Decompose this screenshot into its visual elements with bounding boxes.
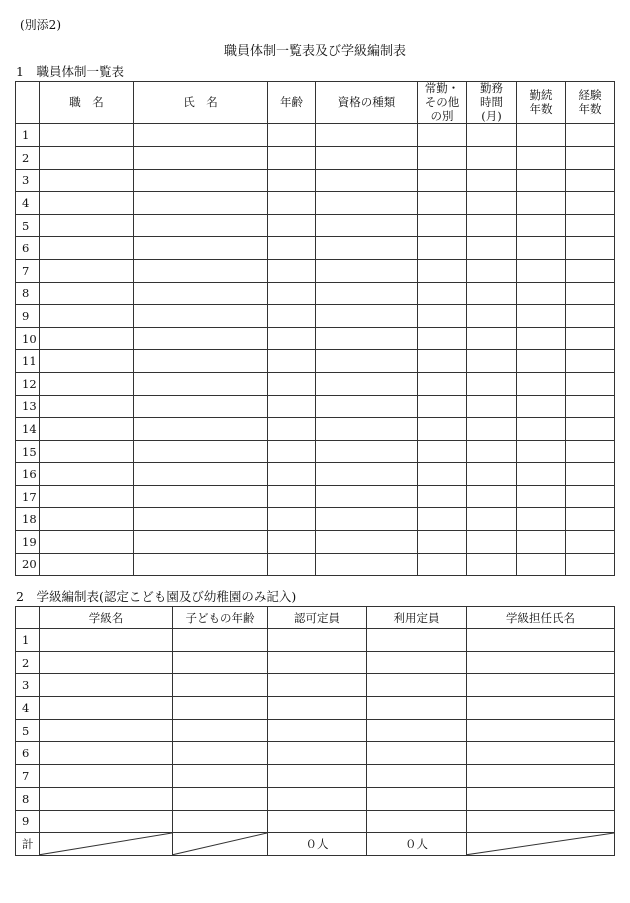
staff-entry-cell[interactable] [418, 508, 467, 531]
class-header-cell: 子どもの年齢 [173, 607, 268, 629]
staff-entry-cell[interactable] [566, 259, 615, 282]
staff-entry-cell[interactable] [566, 192, 615, 215]
class-table [15, 606, 615, 856]
class-entry-cell[interactable] [467, 697, 615, 720]
class-entry-cell[interactable] [40, 674, 173, 697]
class-entry-cell[interactable] [367, 697, 467, 720]
class-entry-cell[interactable] [268, 742, 367, 765]
row-number: 5 [16, 214, 40, 237]
class-entry-cell[interactable] [367, 674, 467, 697]
staff-entry-cell[interactable] [517, 124, 566, 147]
class-entry-cell[interactable] [367, 719, 467, 742]
staff-entry-cell[interactable] [316, 146, 418, 169]
staff-entry-cell[interactable] [467, 305, 517, 328]
staff-entry-cell[interactable] [316, 237, 418, 260]
class-row [16, 719, 615, 742]
staff-entry-cell[interactable] [268, 531, 316, 554]
staff-entry-cell[interactable] [418, 169, 467, 192]
staff-entry-cell[interactable] [418, 553, 467, 576]
class-row [16, 810, 615, 833]
class-entry-cell[interactable] [173, 742, 268, 765]
staff-entry-cell[interactable] [316, 214, 418, 237]
class-entry-cell[interactable] [467, 629, 615, 652]
staff-entry-cell[interactable] [134, 440, 268, 463]
staff-entry-cell[interactable] [467, 440, 517, 463]
staff-entry-cell[interactable] [467, 463, 517, 486]
section2-heading: 2 学級編制表(認定こども園及び幼稚園のみ記入) [16, 589, 297, 604]
staff-entry-cell[interactable] [134, 350, 268, 373]
staff-row [16, 418, 615, 441]
staff-entry-cell[interactable] [566, 327, 615, 350]
staff-entry-cell[interactable] [134, 508, 268, 531]
staff-entry-cell[interactable] [316, 169, 418, 192]
row-number: 7 [16, 765, 40, 788]
staff-entry-cell[interactable] [40, 282, 134, 305]
staff-entry-cell[interactable] [134, 531, 268, 554]
staff-row [16, 192, 615, 215]
class-entry-cell[interactable] [40, 651, 173, 674]
row-number: 20 [16, 553, 40, 576]
staff-entry-cell[interactable] [566, 305, 615, 328]
staff-entry-cell[interactable] [517, 440, 566, 463]
staff-entry-cell[interactable] [566, 124, 615, 147]
staff-entry-cell[interactable] [40, 124, 134, 147]
class-entry-cell[interactable] [173, 629, 268, 652]
staff-entry-cell[interactable] [418, 327, 467, 350]
class-entry-cell[interactable] [268, 697, 367, 720]
attachment-label: (別添2) [20, 18, 61, 32]
staff-row [16, 214, 615, 237]
staff-header-cell: 年齢 [268, 82, 316, 124]
staff-entry-cell[interactable] [316, 259, 418, 282]
row-number: 9 [16, 810, 40, 833]
class-entry-cell[interactable] [268, 787, 367, 810]
staff-row [16, 305, 615, 328]
staff-row [16, 237, 615, 260]
staff-entry-cell[interactable] [566, 350, 615, 373]
row-number: 19 [16, 531, 40, 554]
staff-entry-cell[interactable] [316, 395, 418, 418]
class-entry-cell[interactable] [367, 810, 467, 833]
row-number: 18 [16, 508, 40, 531]
staff-header-cell [16, 82, 40, 124]
staff-entry-cell[interactable] [517, 485, 566, 508]
class-entry-cell[interactable] [268, 765, 367, 788]
staff-table [15, 81, 615, 576]
staff-entry-cell[interactable] [316, 553, 418, 576]
class-entry-cell[interactable] [367, 787, 467, 810]
staff-entry-cell[interactable] [268, 214, 316, 237]
row-number: 12 [16, 372, 40, 395]
staff-entry-cell[interactable] [134, 327, 268, 350]
class-entry-cell[interactable] [268, 674, 367, 697]
staff-row [16, 327, 615, 350]
staff-entry-cell[interactable] [40, 463, 134, 486]
staff-entry-cell[interactable] [268, 146, 316, 169]
staff-row [16, 508, 615, 531]
row-number: 6 [16, 237, 40, 260]
staff-entry-cell[interactable] [566, 372, 615, 395]
staff-entry-cell[interactable] [467, 124, 517, 147]
staff-entry-cell[interactable] [40, 169, 134, 192]
class-entry-cell[interactable] [40, 810, 173, 833]
section1-heading: 1 職員体制一覧表 [16, 64, 124, 79]
staff-entry-cell[interactable] [268, 418, 316, 441]
total-usage: ０人 [367, 833, 467, 856]
staff-entry-cell[interactable] [467, 553, 517, 576]
staff-entry-cell[interactable] [316, 192, 418, 215]
staff-entry-cell[interactable] [517, 372, 566, 395]
staff-entry-cell[interactable] [40, 146, 134, 169]
row-number: 8 [16, 282, 40, 305]
row-number: 7 [16, 259, 40, 282]
class-row [16, 787, 615, 810]
staff-entry-cell[interactable] [40, 395, 134, 418]
row-number: 17 [16, 485, 40, 508]
class-entry-cell[interactable] [40, 742, 173, 765]
staff-row [16, 440, 615, 463]
staff-entry-cell[interactable] [316, 350, 418, 373]
class-header-cell: 学級担任氏名 [467, 607, 615, 629]
class-entry-cell[interactable] [40, 765, 173, 788]
staff-entry-cell[interactable] [40, 418, 134, 441]
class-entry-cell[interactable] [467, 810, 615, 833]
staff-entry-cell[interactable] [418, 395, 467, 418]
staff-entry-cell[interactable] [134, 282, 268, 305]
staff-entry-cell[interactable] [467, 237, 517, 260]
class-entry-cell[interactable] [40, 719, 173, 742]
staff-entry-cell[interactable] [268, 282, 316, 305]
class-row [16, 674, 615, 697]
staff-entry-cell[interactable] [467, 531, 517, 554]
staff-entry-cell[interactable] [418, 237, 467, 260]
class-entry-cell[interactable] [40, 629, 173, 652]
staff-row [16, 169, 615, 192]
staff-entry-cell[interactable] [566, 169, 615, 192]
row-number: 2 [16, 651, 40, 674]
staff-header-cell: 経験 年数 [566, 82, 615, 124]
row-number: 5 [16, 719, 40, 742]
staff-entry-cell[interactable] [316, 531, 418, 554]
staff-entry-cell[interactable] [134, 372, 268, 395]
class-header-cell: 学級名 [40, 607, 173, 629]
staff-entry-cell[interactable] [517, 192, 566, 215]
total-teacher-slashed-cell [467, 833, 615, 856]
row-number: 14 [16, 418, 40, 441]
row-number: 2 [16, 146, 40, 169]
staff-entry-cell[interactable] [268, 508, 316, 531]
staff-entry-cell[interactable] [268, 553, 316, 576]
staff-table-header [16, 82, 615, 124]
class-entry-cell[interactable] [268, 651, 367, 674]
staff-row [16, 372, 615, 395]
staff-entry-cell[interactable] [268, 124, 316, 147]
class-entry-cell[interactable] [367, 629, 467, 652]
staff-entry-cell[interactable] [566, 146, 615, 169]
staff-entry-cell[interactable] [566, 282, 615, 305]
staff-entry-cell[interactable] [316, 372, 418, 395]
class-entry-cell[interactable] [467, 651, 615, 674]
staff-row [16, 463, 615, 486]
class-header-cell [16, 607, 40, 629]
staff-entry-cell[interactable] [418, 440, 467, 463]
staff-entry-cell[interactable] [40, 485, 134, 508]
staff-entry-cell[interactable] [316, 463, 418, 486]
class-row [16, 629, 615, 652]
staff-row [16, 531, 615, 554]
staff-entry-cell[interactable] [134, 259, 268, 282]
class-header-cell: 認可定員 [268, 607, 367, 629]
staff-entry-cell[interactable] [517, 282, 566, 305]
row-number: 6 [16, 742, 40, 765]
staff-entry-cell[interactable] [134, 237, 268, 260]
staff-entry-cell[interactable] [316, 508, 418, 531]
row-number: 10 [16, 327, 40, 350]
row-number: 4 [16, 192, 40, 215]
staff-entry-cell[interactable] [40, 214, 134, 237]
staff-entry-cell[interactable] [134, 485, 268, 508]
staff-entry-cell[interactable] [316, 485, 418, 508]
staff-entry-cell[interactable] [134, 305, 268, 328]
staff-entry-cell[interactable] [268, 192, 316, 215]
staff-entry-cell[interactable] [566, 531, 615, 554]
class-entry-cell[interactable] [467, 787, 615, 810]
staff-entry-cell[interactable] [418, 350, 467, 373]
class-entry-cell[interactable] [367, 651, 467, 674]
staff-entry-cell[interactable] [418, 192, 467, 215]
staff-entry-cell[interactable] [268, 259, 316, 282]
document-title: 職員体制一覧表及び学級編制表 [223, 44, 406, 59]
total-label: 計 [16, 833, 40, 856]
staff-entry-cell[interactable] [418, 146, 467, 169]
staff-entry-cell[interactable] [40, 508, 134, 531]
staff-entry-cell[interactable] [268, 237, 316, 260]
staff-entry-cell[interactable] [418, 485, 467, 508]
staff-entry-cell[interactable] [268, 440, 316, 463]
staff-entry-cell[interactable] [134, 463, 268, 486]
staff-entry-cell[interactable] [467, 508, 517, 531]
staff-entry-cell[interactable] [268, 485, 316, 508]
class-entry-cell[interactable] [173, 697, 268, 720]
staff-entry-cell[interactable] [134, 146, 268, 169]
staff-header-cell: 氏 名 [134, 82, 268, 124]
staff-row [16, 350, 615, 373]
staff-entry-cell[interactable] [467, 395, 517, 418]
staff-entry-cell[interactable] [418, 372, 467, 395]
staff-entry-cell[interactable] [467, 169, 517, 192]
staff-entry-cell[interactable] [566, 440, 615, 463]
staff-entry-cell[interactable] [467, 146, 517, 169]
class-entry-cell[interactable] [367, 742, 467, 765]
class-entry-cell[interactable] [467, 765, 615, 788]
staff-entry-cell[interactable] [40, 237, 134, 260]
class-entry-cell[interactable] [268, 629, 367, 652]
staff-entry-cell[interactable] [316, 305, 418, 328]
staff-entry-cell[interactable] [134, 553, 268, 576]
staff-entry-cell[interactable] [268, 395, 316, 418]
staff-entry-cell[interactable] [566, 508, 615, 531]
staff-entry-cell[interactable] [268, 169, 316, 192]
staff-entry-cell[interactable] [517, 327, 566, 350]
staff-entry-cell[interactable] [418, 124, 467, 147]
staff-entry-cell[interactable] [40, 192, 134, 215]
staff-entry-cell[interactable] [517, 214, 566, 237]
staff-entry-cell[interactable] [316, 327, 418, 350]
total-child-age-slashed-cell [173, 833, 268, 856]
class-entry-cell[interactable] [173, 719, 268, 742]
staff-row [16, 553, 615, 576]
staff-entry-cell[interactable] [40, 440, 134, 463]
class-entry-cell[interactable] [173, 765, 268, 788]
staff-entry-cell[interactable] [517, 508, 566, 531]
row-number: 15 [16, 440, 40, 463]
staff-entry-cell[interactable] [517, 350, 566, 373]
row-number: 3 [16, 674, 40, 697]
staff-entry-cell[interactable] [418, 531, 467, 554]
staff-entry-cell[interactable] [517, 553, 566, 576]
staff-entry-cell[interactable] [566, 418, 615, 441]
staff-entry-cell[interactable] [268, 372, 316, 395]
total-capacity: ０人 [268, 833, 367, 856]
staff-entry-cell[interactable] [517, 259, 566, 282]
class-entry-cell[interactable] [173, 810, 268, 833]
staff-header-cell: 勤続 年数 [517, 82, 566, 124]
staff-entry-cell[interactable] [517, 395, 566, 418]
staff-entry-cell[interactable] [268, 305, 316, 328]
class-entry-cell[interactable] [367, 765, 467, 788]
staff-entry-cell[interactable] [418, 418, 467, 441]
staff-entry-cell[interactable] [467, 327, 517, 350]
staff-entry-cell[interactable] [467, 350, 517, 373]
class-entry-cell[interactable] [173, 651, 268, 674]
staff-entry-cell[interactable] [418, 305, 467, 328]
staff-entry-cell[interactable] [134, 395, 268, 418]
row-number: 4 [16, 697, 40, 720]
staff-entry-cell[interactable] [517, 305, 566, 328]
staff-entry-cell[interactable] [517, 418, 566, 441]
staff-header-cell: 常勤・ その他 の別 [418, 82, 467, 124]
row-number: 11 [16, 350, 40, 373]
total-class-name-slashed-cell [40, 833, 173, 856]
staff-entry-cell[interactable] [467, 192, 517, 215]
total-row [16, 833, 615, 856]
staff-entry-cell[interactable] [40, 531, 134, 554]
staff-entry-cell[interactable] [268, 463, 316, 486]
staff-entry-cell[interactable] [316, 418, 418, 441]
staff-entry-cell[interactable] [566, 463, 615, 486]
staff-entry-cell[interactable] [134, 214, 268, 237]
staff-entry-cell[interactable] [40, 327, 134, 350]
staff-row [16, 124, 615, 147]
staff-entry-cell[interactable] [134, 192, 268, 215]
staff-row [16, 395, 615, 418]
staff-entry-cell[interactable] [316, 440, 418, 463]
staff-entry-cell[interactable] [268, 350, 316, 373]
staff-row [16, 259, 615, 282]
class-header-cell: 利用定員 [367, 607, 467, 629]
class-row [16, 765, 615, 788]
staff-entry-cell[interactable] [517, 463, 566, 486]
staff-entry-cell[interactable] [566, 214, 615, 237]
row-number: 16 [16, 463, 40, 486]
staff-entry-cell[interactable] [40, 305, 134, 328]
row-number: 8 [16, 787, 40, 810]
staff-entry-cell[interactable] [418, 463, 467, 486]
class-entry-cell[interactable] [173, 787, 268, 810]
class-entry-cell[interactable] [173, 674, 268, 697]
staff-entry-cell[interactable] [40, 259, 134, 282]
staff-entry-cell[interactable] [566, 395, 615, 418]
staff-row [16, 146, 615, 169]
staff-entry-cell[interactable] [467, 372, 517, 395]
staff-entry-cell[interactable] [134, 124, 268, 147]
staff-entry-cell[interactable] [467, 485, 517, 508]
staff-entry-cell[interactable] [566, 553, 615, 576]
row-number: 1 [16, 629, 40, 652]
staff-entry-cell[interactable] [418, 259, 467, 282]
class-row [16, 697, 615, 720]
row-number: 13 [16, 395, 40, 418]
staff-entry-cell[interactable] [418, 282, 467, 305]
staff-entry-cell[interactable] [517, 237, 566, 260]
staff-entry-cell[interactable] [418, 214, 467, 237]
staff-entry-cell[interactable] [566, 237, 615, 260]
class-table-body [16, 629, 615, 856]
staff-header-cell: 資格の種類 [316, 82, 418, 124]
staff-entry-cell[interactable] [134, 169, 268, 192]
class-row [16, 742, 615, 765]
staff-row [16, 485, 615, 508]
staff-entry-cell[interactable] [268, 327, 316, 350]
staff-entry-cell[interactable] [134, 418, 268, 441]
staff-entry-cell[interactable] [517, 531, 566, 554]
staff-entry-cell[interactable] [517, 146, 566, 169]
staff-entry-cell[interactable] [467, 214, 517, 237]
class-entry-cell[interactable] [467, 674, 615, 697]
staff-entry-cell[interactable] [40, 372, 134, 395]
class-entry-cell[interactable] [40, 697, 173, 720]
staff-entry-cell[interactable] [467, 259, 517, 282]
staff-entry-cell[interactable] [316, 124, 418, 147]
staff-entry-cell[interactable] [467, 418, 517, 441]
class-entry-cell[interactable] [467, 719, 615, 742]
class-entry-cell[interactable] [268, 719, 367, 742]
class-entry-cell[interactable] [467, 742, 615, 765]
class-table-header [16, 607, 615, 629]
row-number: 9 [16, 305, 40, 328]
class-entry-cell[interactable] [40, 787, 173, 810]
staff-entry-cell[interactable] [467, 282, 517, 305]
staff-entry-cell[interactable] [40, 350, 134, 373]
staff-header-cell: 職 名 [40, 82, 134, 124]
staff-header-cell: 勤務 時間 (月) [467, 82, 517, 124]
staff-entry-cell[interactable] [316, 282, 418, 305]
row-number: 3 [16, 169, 40, 192]
class-entry-cell[interactable] [268, 810, 367, 833]
staff-entry-cell[interactable] [517, 169, 566, 192]
staff-entry-cell[interactable] [566, 485, 615, 508]
staff-entry-cell[interactable] [40, 553, 134, 576]
staff-row [16, 282, 615, 305]
class-row [16, 651, 615, 674]
row-number: 1 [16, 124, 40, 147]
staff-table-body [16, 124, 615, 576]
